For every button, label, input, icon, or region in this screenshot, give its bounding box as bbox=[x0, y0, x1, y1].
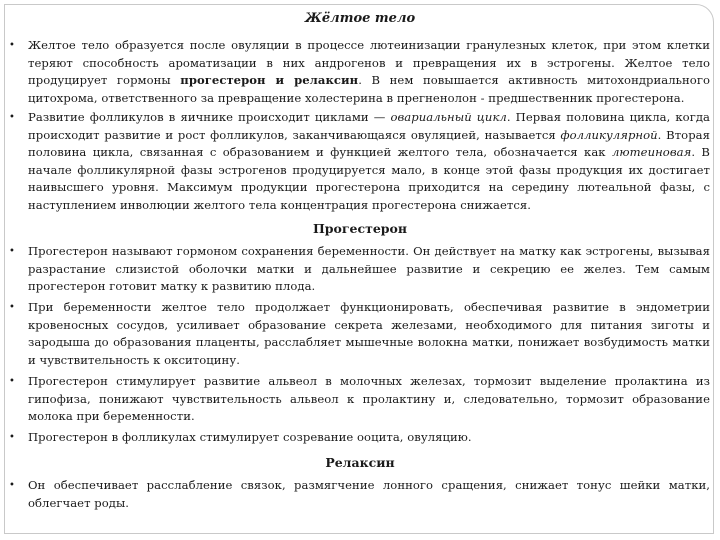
list-item bbox=[9, 37, 710, 107]
progesterone-item: Прогестерон стимулирует развитие альвеол в молочных железах, тормозит выделение пролактина из гипофиза, понижают чувствительность альвеол к пролактину и, следовательно, тормозит образование молока при беременности. bbox=[28, 374, 710, 423]
bullet-icon: • bbox=[9, 376, 15, 387]
list-item bbox=[9, 429, 710, 447]
progesterone-item: При беременности желтое тело продолжает функционировать, обеспечивая развитие в эндометрии кровеносных сосудов, усиливает образование секрета железами, необходимого для питания зиготы и зародыша до образования плаценты, расслабляет мышечные волокна матки, понижает возбудимость матки и чувствительность к окситоцину. bbox=[28, 300, 710, 367]
relaxin-heading: Релаксин bbox=[325, 455, 395, 470]
list-item bbox=[9, 299, 710, 369]
list-item bbox=[9, 243, 710, 296]
progesterone-heading: Прогестерон bbox=[312, 221, 408, 236]
page-title: Жёлтое тело bbox=[304, 11, 416, 26]
bullet-icon: • bbox=[9, 246, 15, 257]
bullet-icon: • bbox=[9, 480, 15, 491]
paragraph-ovarian-cycle: Развитие фолликулов в яичнике происходит циклами — овариальный цикл. Первая половина цикла, когда происходит развитие и рост фолликулов, заканчивающаяся овуляцией, называется фолликулярной. Вторая половина цикла, связанная с образованием и функцией желтого тела, обозначается как лютеиновая. В начале фолликулярной фазы эстрогенов продуцируется мало, в конце этой фазы продукция их достигает наивысшего уровня. Максимум продукции прогестерона приходится на середину лютеальной фазы, с наступлением инволюции желтого тела концентрация прогестерона снижается. bbox=[28, 110, 710, 212]
list-item bbox=[9, 373, 710, 426]
relaxin-item: Он обеспечивает расслабление связок, размягчение лонного сращения, снижает тонус шейки матки, облегчает роды. bbox=[28, 478, 710, 510]
list-item bbox=[9, 477, 710, 512]
bullet-icon: • bbox=[9, 432, 15, 443]
paragraph-formation: Желтое тело образуется после овуляции в процессе лютеинизации гранулезных клеток, при этом клетки теряют способность ароматизации в них андрогенов и превращения их в эстрогены. Желтое тело продуцирует гормоны прогестерон и релаксин. В нем повышается активность митохондриального цитохрома, ответственного за превращение холестерина в прегненолон - предшественник прогестерона. bbox=[28, 38, 710, 105]
progesterone-item: Прогестерон называют гормоном сохранения беременности. Он действует на матку как эстрогены, вызывая разрастание слизистой оболочки матки и дальнейшее развитие и секрецию ее желез. Тем самым прогестерон готовит матку к развитию плода. bbox=[28, 244, 710, 293]
bullet-icon: • bbox=[9, 40, 15, 51]
list-item bbox=[9, 109, 710, 214]
progesterone-item: Прогестерон в фолликулах стимулирует созревание ооцита, овуляцию. bbox=[28, 430, 472, 444]
bullet-icon: • bbox=[9, 112, 15, 123]
bullet-icon: • bbox=[9, 302, 15, 313]
